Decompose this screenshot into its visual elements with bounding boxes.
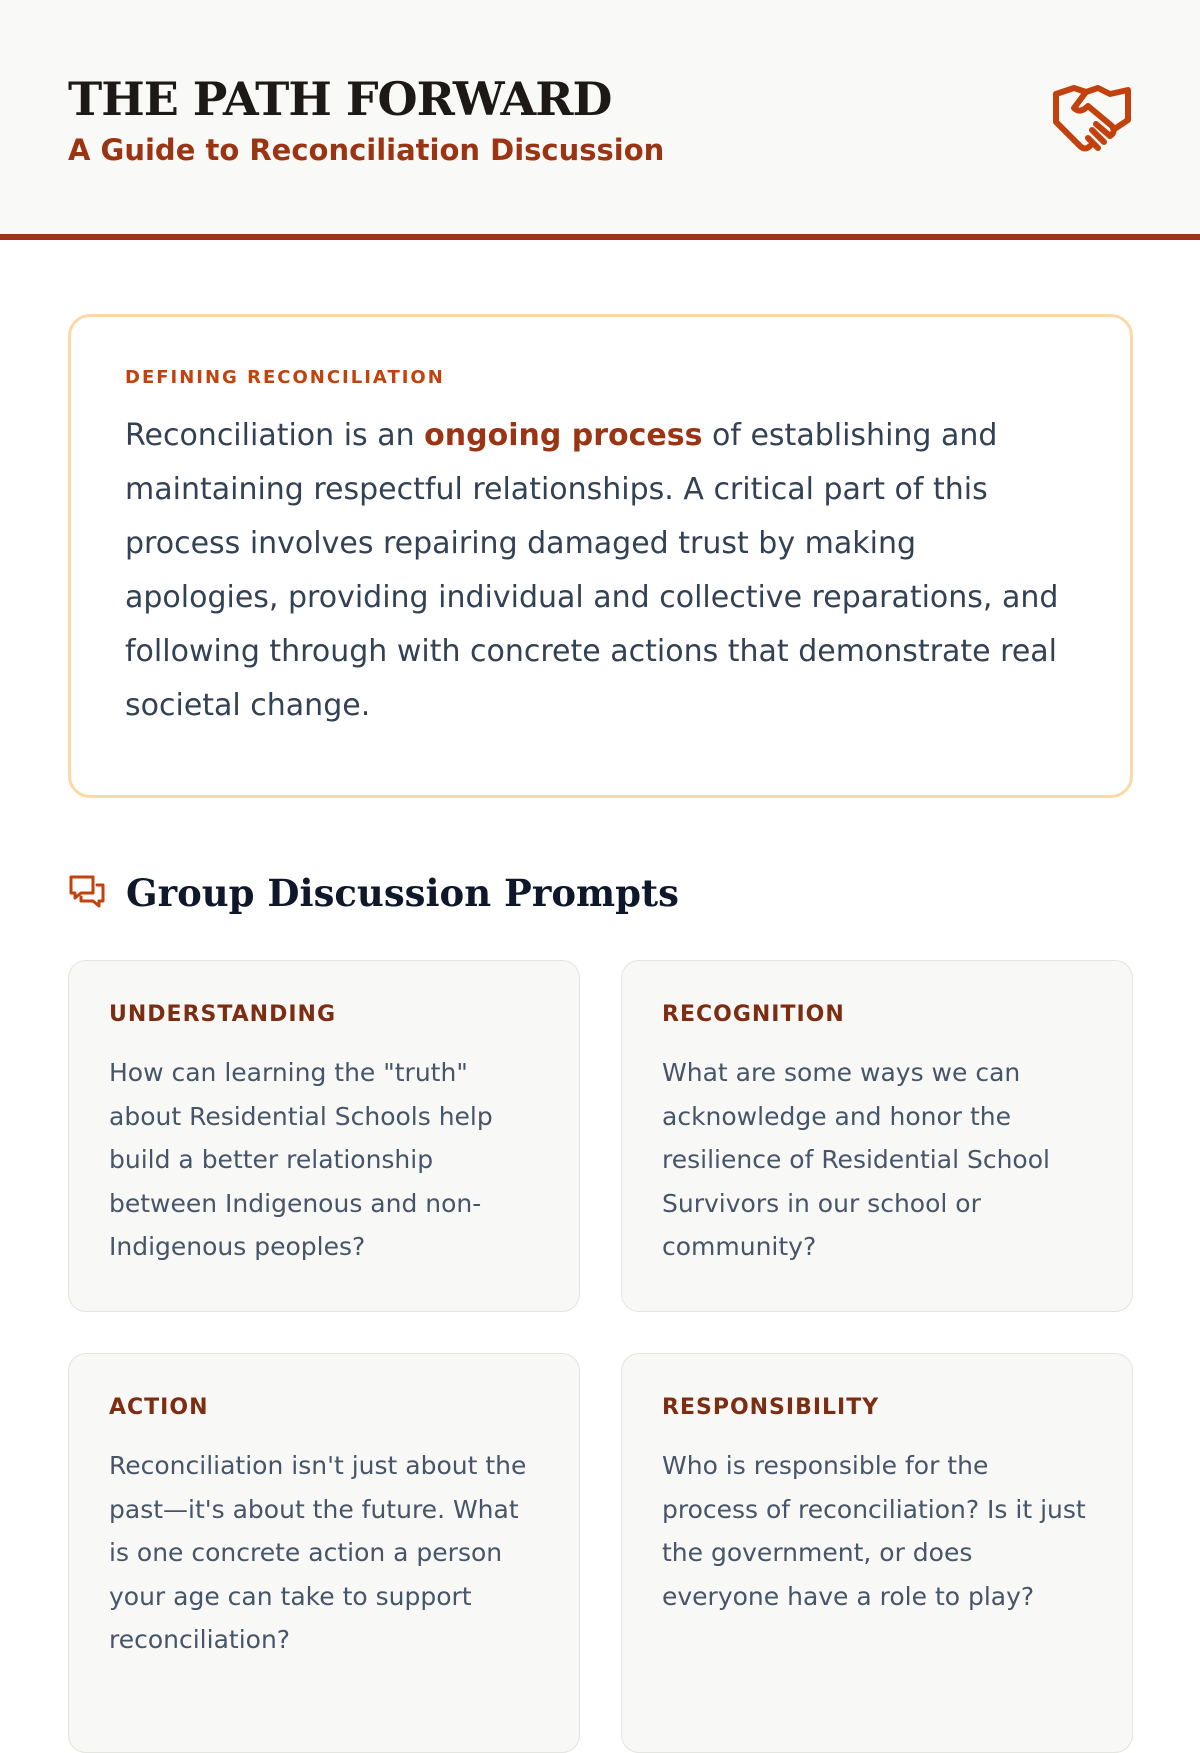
handshake-icon: [1052, 80, 1132, 160]
definition-label: DEFINING RECONCILIATION: [125, 367, 445, 388]
definition-card: [68, 314, 1133, 798]
page-title: THE PATH FORWARD: [68, 72, 612, 126]
chat-bubbles-icon: [68, 874, 106, 912]
definition-text: [125, 409, 1076, 733]
prompt-card-understanding: [68, 960, 580, 1312]
prompt-card-action: [68, 1353, 580, 1753]
page-header: [0, 0, 1200, 240]
prompt-text: How can learning the "truth" about Residential Schools help build a better relationship between Indigenous and non-Indigenous peoples?: [109, 1058, 493, 1261]
definition-text-start: Reconciliation is an: [125, 418, 425, 453]
prompt-card-responsibility: [621, 1353, 1133, 1753]
prompt-text: Who is responsible for the process of reconciliation? Is it just the government, or does everyone have a role to play?: [662, 1451, 1086, 1611]
prompt-text: What are some ways we can acknowledge and honor the resilience of Residential School Survivors in our school or community?: [662, 1058, 1050, 1261]
prompts-section-header: [68, 865, 679, 921]
section-title: Group Discussion Prompts: [126, 871, 679, 915]
prompt-label: RESPONSIBILITY: [662, 1395, 880, 1420]
definition-text-end: of establishing and maintaining respectful relationships. A critical part of this process involves repairing damaged trust by making apologies, providing individual and collective reparations, and following through with concrete actions that demonstrate real societal change.: [125, 418, 1059, 723]
prompt-label: RECOGNITION: [662, 1002, 845, 1027]
page-subtitle: A Guide to Reconciliation Discussion: [68, 133, 665, 167]
prompt-label: UNDERSTANDING: [109, 1002, 337, 1027]
definition-highlight: ongoing process: [424, 418, 703, 453]
prompt-label: ACTION: [109, 1395, 209, 1420]
prompt-card-recognition: [621, 960, 1133, 1312]
prompt-text: Reconciliation isn't just about the past—it's about the future. What is one concrete action a person your age can take to support reconciliation?: [109, 1451, 527, 1654]
